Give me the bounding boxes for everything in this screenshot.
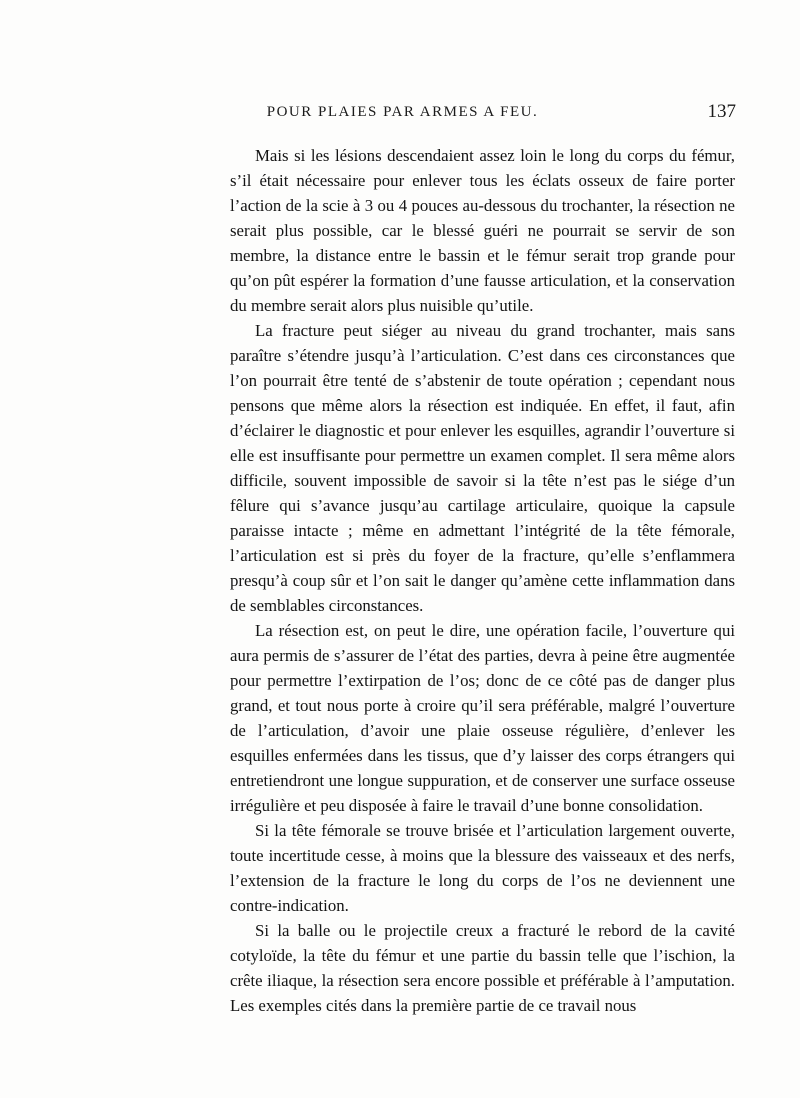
body-text: [230, 143, 735, 1018]
paragraph-cotyloid-cavity: Si la balle ou le projectile creux a fracturé le rebord de la cavité cotyloïde, la tête du fémur et une partie du bassin telle que l’ischion, la crête iliaque, la résection sera encore possible et préférable à l’amputation. Les exemples cités dans la première partie de ce travail nous: [230, 921, 735, 1015]
paragraph-femoral-head-broken: Si la tête fémorale se trouve brisée et l’articulation largement ouverte, toute incertitude cesse, à moins que la blessure des vaisseaux et des nerfs, l’extension de la fracture le long du corps de l’os ne deviennent une contre-indication.: [230, 821, 735, 915]
page-number: 137: [707, 101, 736, 122]
running-head: POUR PLAIES PAR ARMES A FEU.: [266, 104, 539, 120]
paragraph-resection-easy: La résection est, on peut le dire, une opération facile, l’ouverture qui aura permis de s’assurer de l’état des parties, devra à peine être augmentée pour permettre l’extirpation de l’os; donc de ce côté pas de danger plus grand, et tout nous porte à croire qu’il sera préférable, malgré l’ouverture de l’articulation, d’avoir une plaie osseuse régulière, d’enlever les esquilles enfermées dans les tissus, que d’y laisser des corps étrangers qui entretiendront une longue suppuration, et de conserver une surface osseuse irrégulière et peu disposée à faire le travail d’une bonne consolidation.: [230, 621, 735, 815]
paragraph-resection-limits: Mais si les lésions descendaient assez loin le long du corps du fémur, s’il était nécessaire pour enlever tous les éclats osseux de faire porter l’action de la scie à 3 ou 4 pouces au-dessous du trochanter, la résection ne serait plus possible, car le blessé guéri ne pourrait se servir de son membre, la distance entre le bassin et le fémur serait trop grande pour qu’on pût espérer la formation d’une fausse articulation, et la conservation du membre serait alors plus nuisible qu’utile.: [230, 146, 735, 315]
paragraph-trochanter-fracture: La fracture peut siéger au niveau du grand trochanter, mais sans paraître s’étendre jusqu’à l’articulation. C’est dans ces circonstances que l’on pourrait être tenté de s’abstenir de toute opération ; cependant nous pensons que même alors la résection est indiquée. En effet, il faut, afin d’éclairer le diagnostic et pour enlever les esquilles, agrandir l’ouverture si elle est insuffisante pour permettre un examen complet. Il sera même alors difficile, souvent impossible de savoir si la tête n’est pas le siége d’un fêlure qui s’avance jusqu’au cartilage articulaire, quoique la capsule paraisse intacte ; même en admettant l’intégrité de la tête fémorale, l’articulation est si près du foyer de la fracture, qu’elle s’enflammera presqu’à coup sûr et l’on sait le danger qu’amène cette inflammation dans de semblables circonstances.: [230, 321, 735, 615]
